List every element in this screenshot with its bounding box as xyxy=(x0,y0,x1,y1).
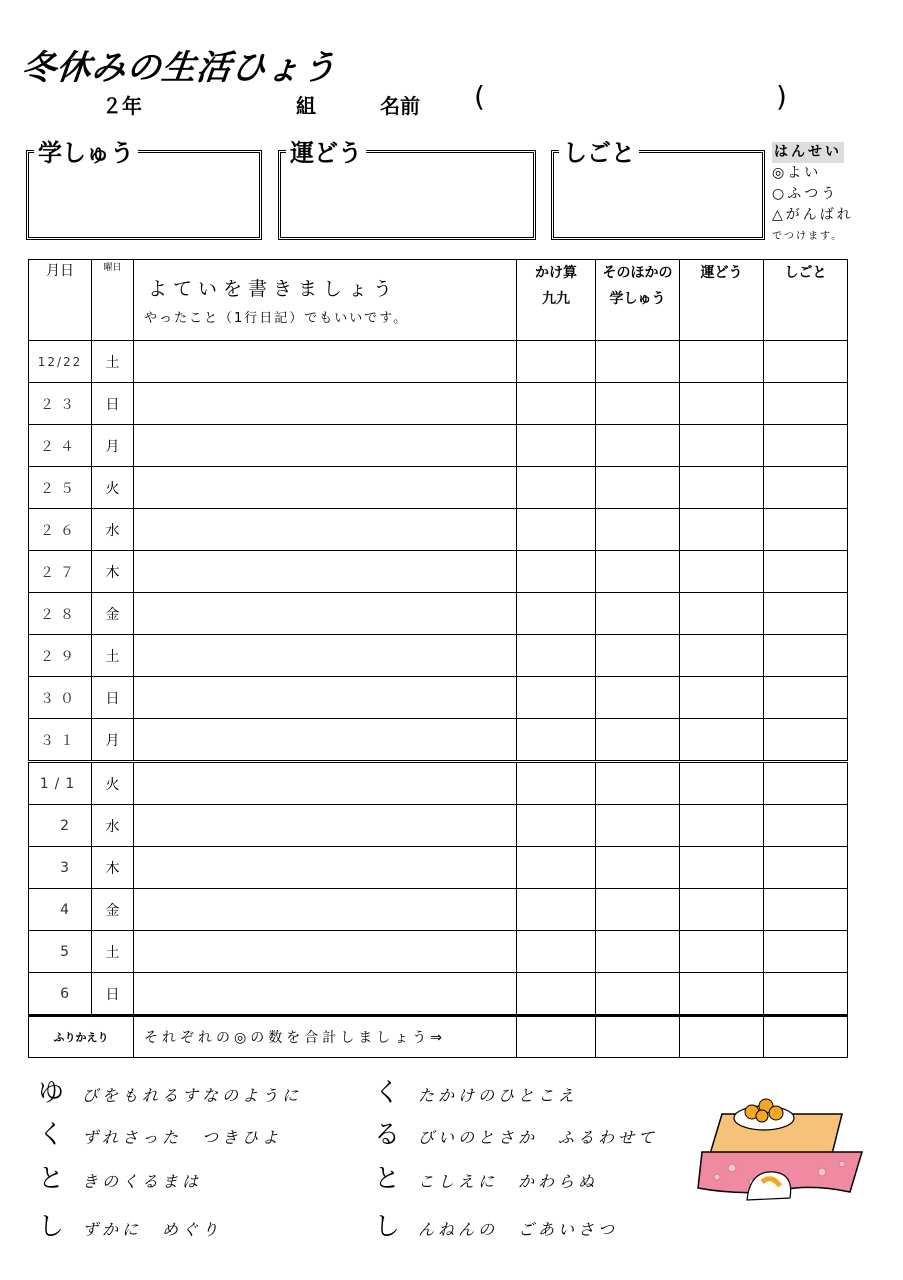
weekday-cell: 日 xyxy=(92,383,134,425)
total-math-cell[interactable] xyxy=(517,1016,596,1058)
other-study-cell[interactable] xyxy=(596,889,680,931)
diary-cell[interactable] xyxy=(134,593,517,635)
table-row xyxy=(29,467,848,509)
math-cell[interactable] xyxy=(517,973,596,1016)
other-study-cell[interactable] xyxy=(596,719,680,762)
exercise-cell[interactable] xyxy=(680,762,764,805)
header-math-line2: 九九 xyxy=(542,291,570,307)
exercise-cell[interactable] xyxy=(680,635,764,677)
table-row xyxy=(29,593,848,635)
header-math xyxy=(517,260,596,341)
other-study-cell[interactable] xyxy=(596,341,680,383)
exercise-cell[interactable] xyxy=(680,551,764,593)
header-exercise: 運どう xyxy=(680,260,764,341)
weekday-cell: 土 xyxy=(92,341,134,383)
diary-cell[interactable] xyxy=(134,551,517,593)
total-label: ふりかえり xyxy=(29,1016,134,1058)
diary-cell[interactable] xyxy=(134,425,517,467)
table-row xyxy=(29,509,848,551)
chores-cell[interactable] xyxy=(764,805,848,847)
chores-cell[interactable] xyxy=(764,551,848,593)
weekday-cell: 水 xyxy=(92,509,134,551)
date-cell: 1/1 xyxy=(29,762,92,805)
table-row xyxy=(29,762,848,805)
rating-note: でつけます。 xyxy=(772,231,844,242)
header-diary xyxy=(134,260,517,341)
other-study-cell[interactable] xyxy=(596,847,680,889)
math-cell[interactable] xyxy=(517,341,596,383)
chores-cell[interactable] xyxy=(764,889,848,931)
math-cell[interactable] xyxy=(517,762,596,805)
total-chores-cell[interactable] xyxy=(764,1016,848,1058)
math-cell[interactable] xyxy=(517,593,596,635)
exercise-cell[interactable] xyxy=(680,425,764,467)
exercise-cell[interactable] xyxy=(680,973,764,1016)
date-cell: ２３ xyxy=(29,383,92,425)
weekday-cell: 火 xyxy=(92,467,134,509)
math-cell[interactable] xyxy=(517,509,596,551)
math-cell[interactable] xyxy=(517,719,596,762)
chores-cell[interactable] xyxy=(764,931,848,973)
weekday-cell: 日 xyxy=(92,973,134,1016)
table-header-row xyxy=(29,260,848,341)
weekday-cell: 土 xyxy=(92,931,134,973)
table-row xyxy=(29,635,848,677)
exercise-cell[interactable] xyxy=(680,931,764,973)
date-cell: 2 xyxy=(29,805,92,847)
chores-cell[interactable] xyxy=(764,593,848,635)
diary-cell[interactable] xyxy=(134,847,517,889)
header-other-line1: そのほかの xyxy=(602,265,673,281)
exercise-cell[interactable] xyxy=(680,847,764,889)
total-exercise-cell[interactable] xyxy=(680,1016,764,1058)
chores-cell[interactable] xyxy=(764,973,848,1016)
rating-good: ◎よい xyxy=(772,165,822,181)
weekday-cell: 土 xyxy=(92,635,134,677)
total-row xyxy=(29,1016,848,1058)
date-cell: ３０ xyxy=(29,677,92,719)
date-cell: 4 xyxy=(29,889,92,931)
other-study-cell[interactable] xyxy=(596,467,680,509)
weekday-cell: 木 xyxy=(92,847,134,889)
poem-line xyxy=(374,1158,598,1195)
date-cell: ２５ xyxy=(29,467,92,509)
weekday-cell: 月 xyxy=(92,719,134,762)
poem-line xyxy=(374,1206,618,1243)
table-row xyxy=(29,719,848,762)
header-diary-line1: よていを書きましょう xyxy=(148,278,399,300)
weekday-cell: 金 xyxy=(92,593,134,635)
header-math-line1: かけ算 xyxy=(535,265,577,281)
rating-ok: ○ふつう xyxy=(772,186,839,202)
chores-cell[interactable] xyxy=(764,341,848,383)
exercise-cell[interactable] xyxy=(680,889,764,931)
math-cell[interactable] xyxy=(517,425,596,467)
chores-cell[interactable] xyxy=(764,847,848,889)
poem-text: きのくるまは xyxy=(82,1172,203,1191)
table-row xyxy=(29,383,848,425)
math-cell[interactable] xyxy=(517,805,596,847)
weekday-cell: 日 xyxy=(92,677,134,719)
poem-line xyxy=(38,1206,222,1243)
date-cell: 5 xyxy=(29,931,92,973)
rating-heading: はんせい xyxy=(772,142,844,163)
other-study-cell[interactable] xyxy=(596,931,680,973)
other-study-cell[interactable] xyxy=(596,805,680,847)
name-open-paren: ( xyxy=(474,80,485,113)
orange-icon xyxy=(756,1110,768,1122)
grade-label: ２年 xyxy=(102,94,142,118)
other-study-cell[interactable] xyxy=(596,762,680,805)
weekday-cell: 月 xyxy=(92,425,134,467)
name-close-paren: ) xyxy=(776,80,787,113)
date-cell: ３１ xyxy=(29,719,92,762)
math-cell[interactable] xyxy=(517,931,596,973)
poem-head-char: ゆ xyxy=(38,1078,69,1108)
exercise-cell[interactable] xyxy=(680,805,764,847)
poem-text: こしえに かわらぬ xyxy=(418,1172,599,1191)
schedule-table xyxy=(28,259,848,1058)
exercise-cell[interactable] xyxy=(680,383,764,425)
table-row xyxy=(29,847,848,889)
math-cell[interactable] xyxy=(517,383,596,425)
diary-cell[interactable] xyxy=(134,677,517,719)
total-text: それぞれの◎の数を合計しましょう⇒ xyxy=(134,1016,517,1058)
other-study-cell[interactable] xyxy=(596,973,680,1016)
exercise-box-label: 運どう xyxy=(286,133,366,168)
math-cell[interactable] xyxy=(517,889,596,931)
class-label: 組 xyxy=(296,94,316,118)
math-cell[interactable] xyxy=(517,551,596,593)
table-row xyxy=(29,341,848,383)
study-box-label: 学しゅう xyxy=(34,133,138,168)
diary-cell[interactable] xyxy=(134,931,517,973)
weekday-cell: 火 xyxy=(92,762,134,805)
date-cell: 6 xyxy=(29,973,92,1016)
math-cell[interactable] xyxy=(517,847,596,889)
math-cell[interactable] xyxy=(517,635,596,677)
header-other-study xyxy=(596,260,680,341)
other-study-cell[interactable] xyxy=(596,425,680,467)
poem-line xyxy=(374,1114,658,1151)
poem-line xyxy=(38,1158,202,1195)
date-cell: ２６ xyxy=(29,509,92,551)
poem-line xyxy=(38,1072,302,1109)
other-study-cell[interactable] xyxy=(596,551,680,593)
table-row xyxy=(29,889,848,931)
date-cell: ２４ xyxy=(29,425,92,467)
exercise-cell[interactable] xyxy=(680,677,764,719)
page-title: 冬休みの生活ひょう xyxy=(19,48,339,88)
weekday-cell: 木 xyxy=(92,551,134,593)
poem-text: たかけのひとこえ xyxy=(418,1086,579,1105)
other-study-cell[interactable] xyxy=(596,593,680,635)
chores-cell[interactable] xyxy=(764,425,848,467)
poem-text: ずれさった つきひよ xyxy=(82,1128,283,1147)
table-row xyxy=(29,805,848,847)
chores-cell[interactable] xyxy=(764,383,848,425)
poem-head-char: し xyxy=(374,1212,405,1242)
diary-cell[interactable] xyxy=(134,889,517,931)
other-study-cell[interactable] xyxy=(596,509,680,551)
diary-cell[interactable] xyxy=(134,383,517,425)
diary-cell[interactable] xyxy=(134,805,517,847)
header-chores: しごと xyxy=(764,260,848,341)
chores-cell[interactable] xyxy=(764,635,848,677)
math-cell[interactable] xyxy=(517,677,596,719)
table-row xyxy=(29,677,848,719)
exercise-cell[interactable] xyxy=(680,509,764,551)
rating-try: △がんばれ xyxy=(772,207,854,223)
chores-cell[interactable] xyxy=(764,762,848,805)
header-weekday: 曜日 xyxy=(92,260,134,341)
date-cell: ２９ xyxy=(29,635,92,677)
poem-text: びいのとさか ふるわせて xyxy=(418,1128,659,1147)
weekday-cell: 金 xyxy=(92,889,134,931)
chores-cell[interactable] xyxy=(764,467,848,509)
chores-cell[interactable] xyxy=(764,509,848,551)
chores-box-label: しごと xyxy=(559,133,639,168)
diary-cell[interactable] xyxy=(134,973,517,1016)
poem-head-char: く xyxy=(38,1120,69,1150)
other-study-cell[interactable] xyxy=(596,635,680,677)
header-date: 月日 xyxy=(29,260,92,341)
orange-icon xyxy=(769,1106,783,1120)
table-row xyxy=(29,931,848,973)
diary-cell[interactable] xyxy=(134,467,517,509)
poem-line xyxy=(374,1072,578,1109)
poem-text: ずかに めぐり xyxy=(82,1220,223,1239)
poem-head-char: し xyxy=(38,1212,69,1242)
math-cell[interactable] xyxy=(517,467,596,509)
poem-text: んねんの ごあいさつ xyxy=(418,1220,619,1239)
poem-text: びをもれるすなのように xyxy=(82,1086,303,1105)
chores-cell[interactable] xyxy=(764,677,848,719)
table-row xyxy=(29,551,848,593)
chores-cell[interactable] xyxy=(764,719,848,762)
diary-cell[interactable] xyxy=(134,762,517,805)
name-label: 名前 xyxy=(380,94,420,118)
exercise-cell[interactable] xyxy=(680,719,764,762)
date-cell: ２８ xyxy=(29,593,92,635)
header-other-line2: 学しゅう xyxy=(609,291,666,307)
exercise-cell[interactable] xyxy=(680,467,764,509)
poem-head-char: と xyxy=(374,1164,405,1194)
poem-head-char: と xyxy=(38,1164,69,1194)
header-diary-line2: やったこと（1行日記）でもいいです。 xyxy=(144,311,409,326)
diary-cell[interactable] xyxy=(134,341,517,383)
diary-cell[interactable] xyxy=(134,635,517,677)
diary-cell[interactable] xyxy=(134,719,517,762)
poem-head-char: る xyxy=(374,1120,405,1150)
diary-cell[interactable] xyxy=(134,509,517,551)
other-study-cell[interactable] xyxy=(596,677,680,719)
date-cell: ２７ xyxy=(29,551,92,593)
rating-legend xyxy=(772,142,854,247)
kotatsu-illustration xyxy=(692,1092,872,1202)
total-other-cell[interactable] xyxy=(596,1016,680,1058)
poem-head-char: く xyxy=(374,1078,405,1108)
date-cell: 12/22 xyxy=(29,341,92,383)
exercise-cell[interactable] xyxy=(680,593,764,635)
other-study-cell[interactable] xyxy=(596,383,680,425)
weekday-cell: 水 xyxy=(92,805,134,847)
date-cell: 3 xyxy=(29,847,92,889)
table-row xyxy=(29,425,848,467)
poem-line xyxy=(38,1114,282,1151)
exercise-cell[interactable] xyxy=(680,341,764,383)
table-row xyxy=(29,973,848,1016)
